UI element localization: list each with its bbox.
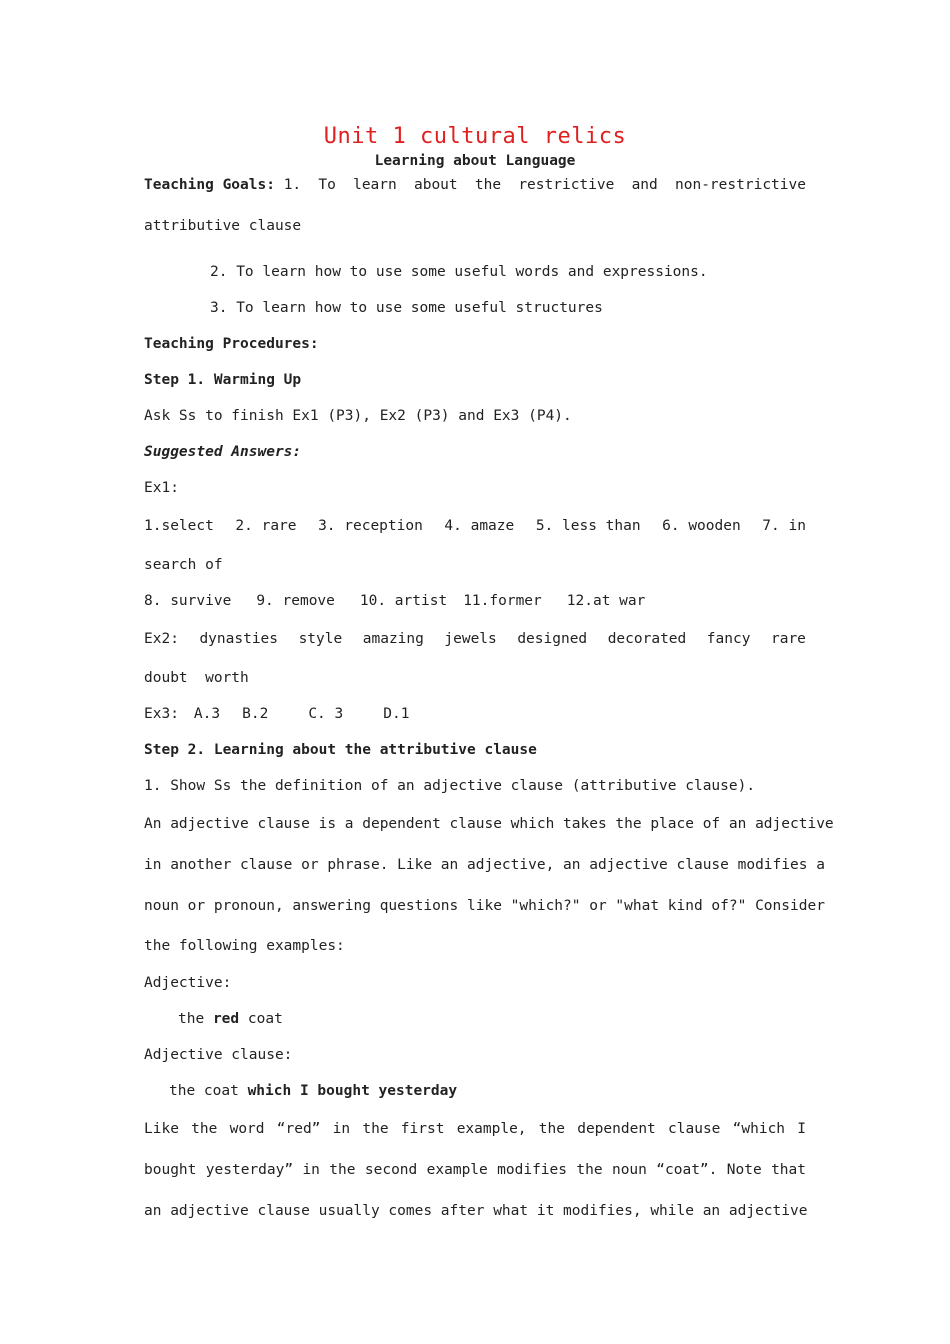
step-2-point-1: 1. Show Ss the definition of an adjective clause (attributive clause). <box>144 778 756 794</box>
ex2-answer: decorated <box>607 631 687 647</box>
teaching-procedures-label: Teaching Procedures: <box>144 336 319 352</box>
ex1-answer: 10. artist <box>359 593 448 609</box>
adjective-example-pre: the <box>178 1011 205 1027</box>
step-1-instruction: Ask Ss to finish Ex1 (P3), Ex2 (P3) and Ex3 (P4). <box>144 408 572 424</box>
goal-1-continuation: attributive clause <box>144 218 302 234</box>
ex1-answer: 9. remove <box>256 593 335 609</box>
ex1-answer: 3. reception <box>318 518 423 534</box>
ex2-answer: rare <box>770 631 806 647</box>
goal-1-line <box>144 172 806 198</box>
adjective-example-post: coat <box>247 1011 283 1027</box>
definition-line: noun or pronoun, answering questions like "which?" or "what kind of?" Consider <box>144 898 825 914</box>
ex2-answer: dynasties <box>199 631 279 647</box>
step-1-heading: Step 1. Warming Up <box>144 372 302 388</box>
ex1-answer: 8. survive <box>144 593 232 609</box>
ex1-answer: 12.at war <box>566 593 646 609</box>
goal-1-word: about <box>413 177 458 193</box>
ex3-label: Ex3: <box>144 706 179 722</box>
adjective-clause-label: Adjective clause: <box>144 1047 293 1063</box>
explanation-line: an adjective clause usually comes after what it modifies, while an adjective <box>144 1203 808 1219</box>
ex1-answer: 6. wooden <box>662 518 741 534</box>
definition-line: in another clause or phrase. Like an adjective, an adjective clause modifies a <box>144 857 825 873</box>
document-content <box>144 122 834 1232</box>
definition-line: An adjective clause is a dependent clause which takes the place of an adjective <box>144 816 834 832</box>
goal-1-word: To <box>318 177 336 193</box>
ex3-answer: D.1 <box>383 706 410 722</box>
ex1-answer-continuation: search of <box>144 557 223 573</box>
goal-1-word: non-restrictive <box>675 177 806 193</box>
ex2-answer-continuation: doubt worth <box>144 670 249 686</box>
adjective-label: Adjective: <box>144 975 232 991</box>
ex1-answer: 7. in <box>762 518 806 534</box>
ex3-answer: C. 3 <box>308 706 344 722</box>
ex1-label: Ex1: <box>144 480 179 496</box>
clause-example-pre: the coat <box>169 1083 239 1099</box>
definition-last-line: the following examples: <box>144 938 345 954</box>
document-subtitle: Learning about Language <box>374 153 576 169</box>
explanation-line: bought yesterday” in the second example modifies the noun “coat”. Note that <box>144 1162 806 1178</box>
goal-1-word: learn <box>353 177 397 193</box>
adjective-example-bold: red <box>212 1011 240 1027</box>
explanation-line: Like the word “red” in the first example, the dependent clause “which I <box>144 1121 806 1137</box>
adjective-example <box>144 1001 806 1037</box>
ex1-answer: 11.former <box>463 593 542 609</box>
document-title: Unit 1 cultural relics <box>323 124 627 149</box>
ex3-answer: B.2 <box>242 706 269 722</box>
teaching-goals-label: Teaching Goals: <box>144 177 275 193</box>
ex2-label: Ex2: <box>144 631 179 647</box>
ex2-answer: designed <box>517 631 588 647</box>
ex2-answer: amazing <box>362 631 424 647</box>
ex1-answer: 1.select <box>144 518 214 534</box>
goal-3: 3. To learn how to use some useful structures <box>210 300 603 316</box>
ex2-answers-row <box>144 619 806 660</box>
ex3-answer: A.3 <box>193 706 221 722</box>
suggested-answers-label: Suggested Answers: <box>144 444 302 460</box>
ex1-answer: 4. amaze <box>444 518 515 534</box>
ex1-answers-row-2 <box>144 583 806 619</box>
ex1-answers-row-1 <box>144 506 806 547</box>
ex1-answer: 2. rare <box>235 518 297 534</box>
clause-example-bold: which I bought yesterday <box>247 1083 458 1099</box>
ex1-answer: 5. less than <box>535 518 641 534</box>
goal-1-word: and <box>631 177 658 193</box>
goal-1-word: 1. <box>283 177 302 193</box>
step-2-heading: Step 2. Learning about the attributive clause <box>144 742 537 758</box>
ex2-answer: fancy <box>706 631 751 647</box>
ex3-answers-row <box>144 696 806 732</box>
goal-1-word: restrictive <box>518 177 615 193</box>
ex2-answer: jewels <box>444 631 497 647</box>
ex2-answer: style <box>298 631 343 647</box>
adjective-clause-example <box>144 1073 806 1109</box>
goal-1-word: the <box>474 177 502 193</box>
goal-2: 2. To learn how to use some useful words and expressions. <box>210 264 708 280</box>
